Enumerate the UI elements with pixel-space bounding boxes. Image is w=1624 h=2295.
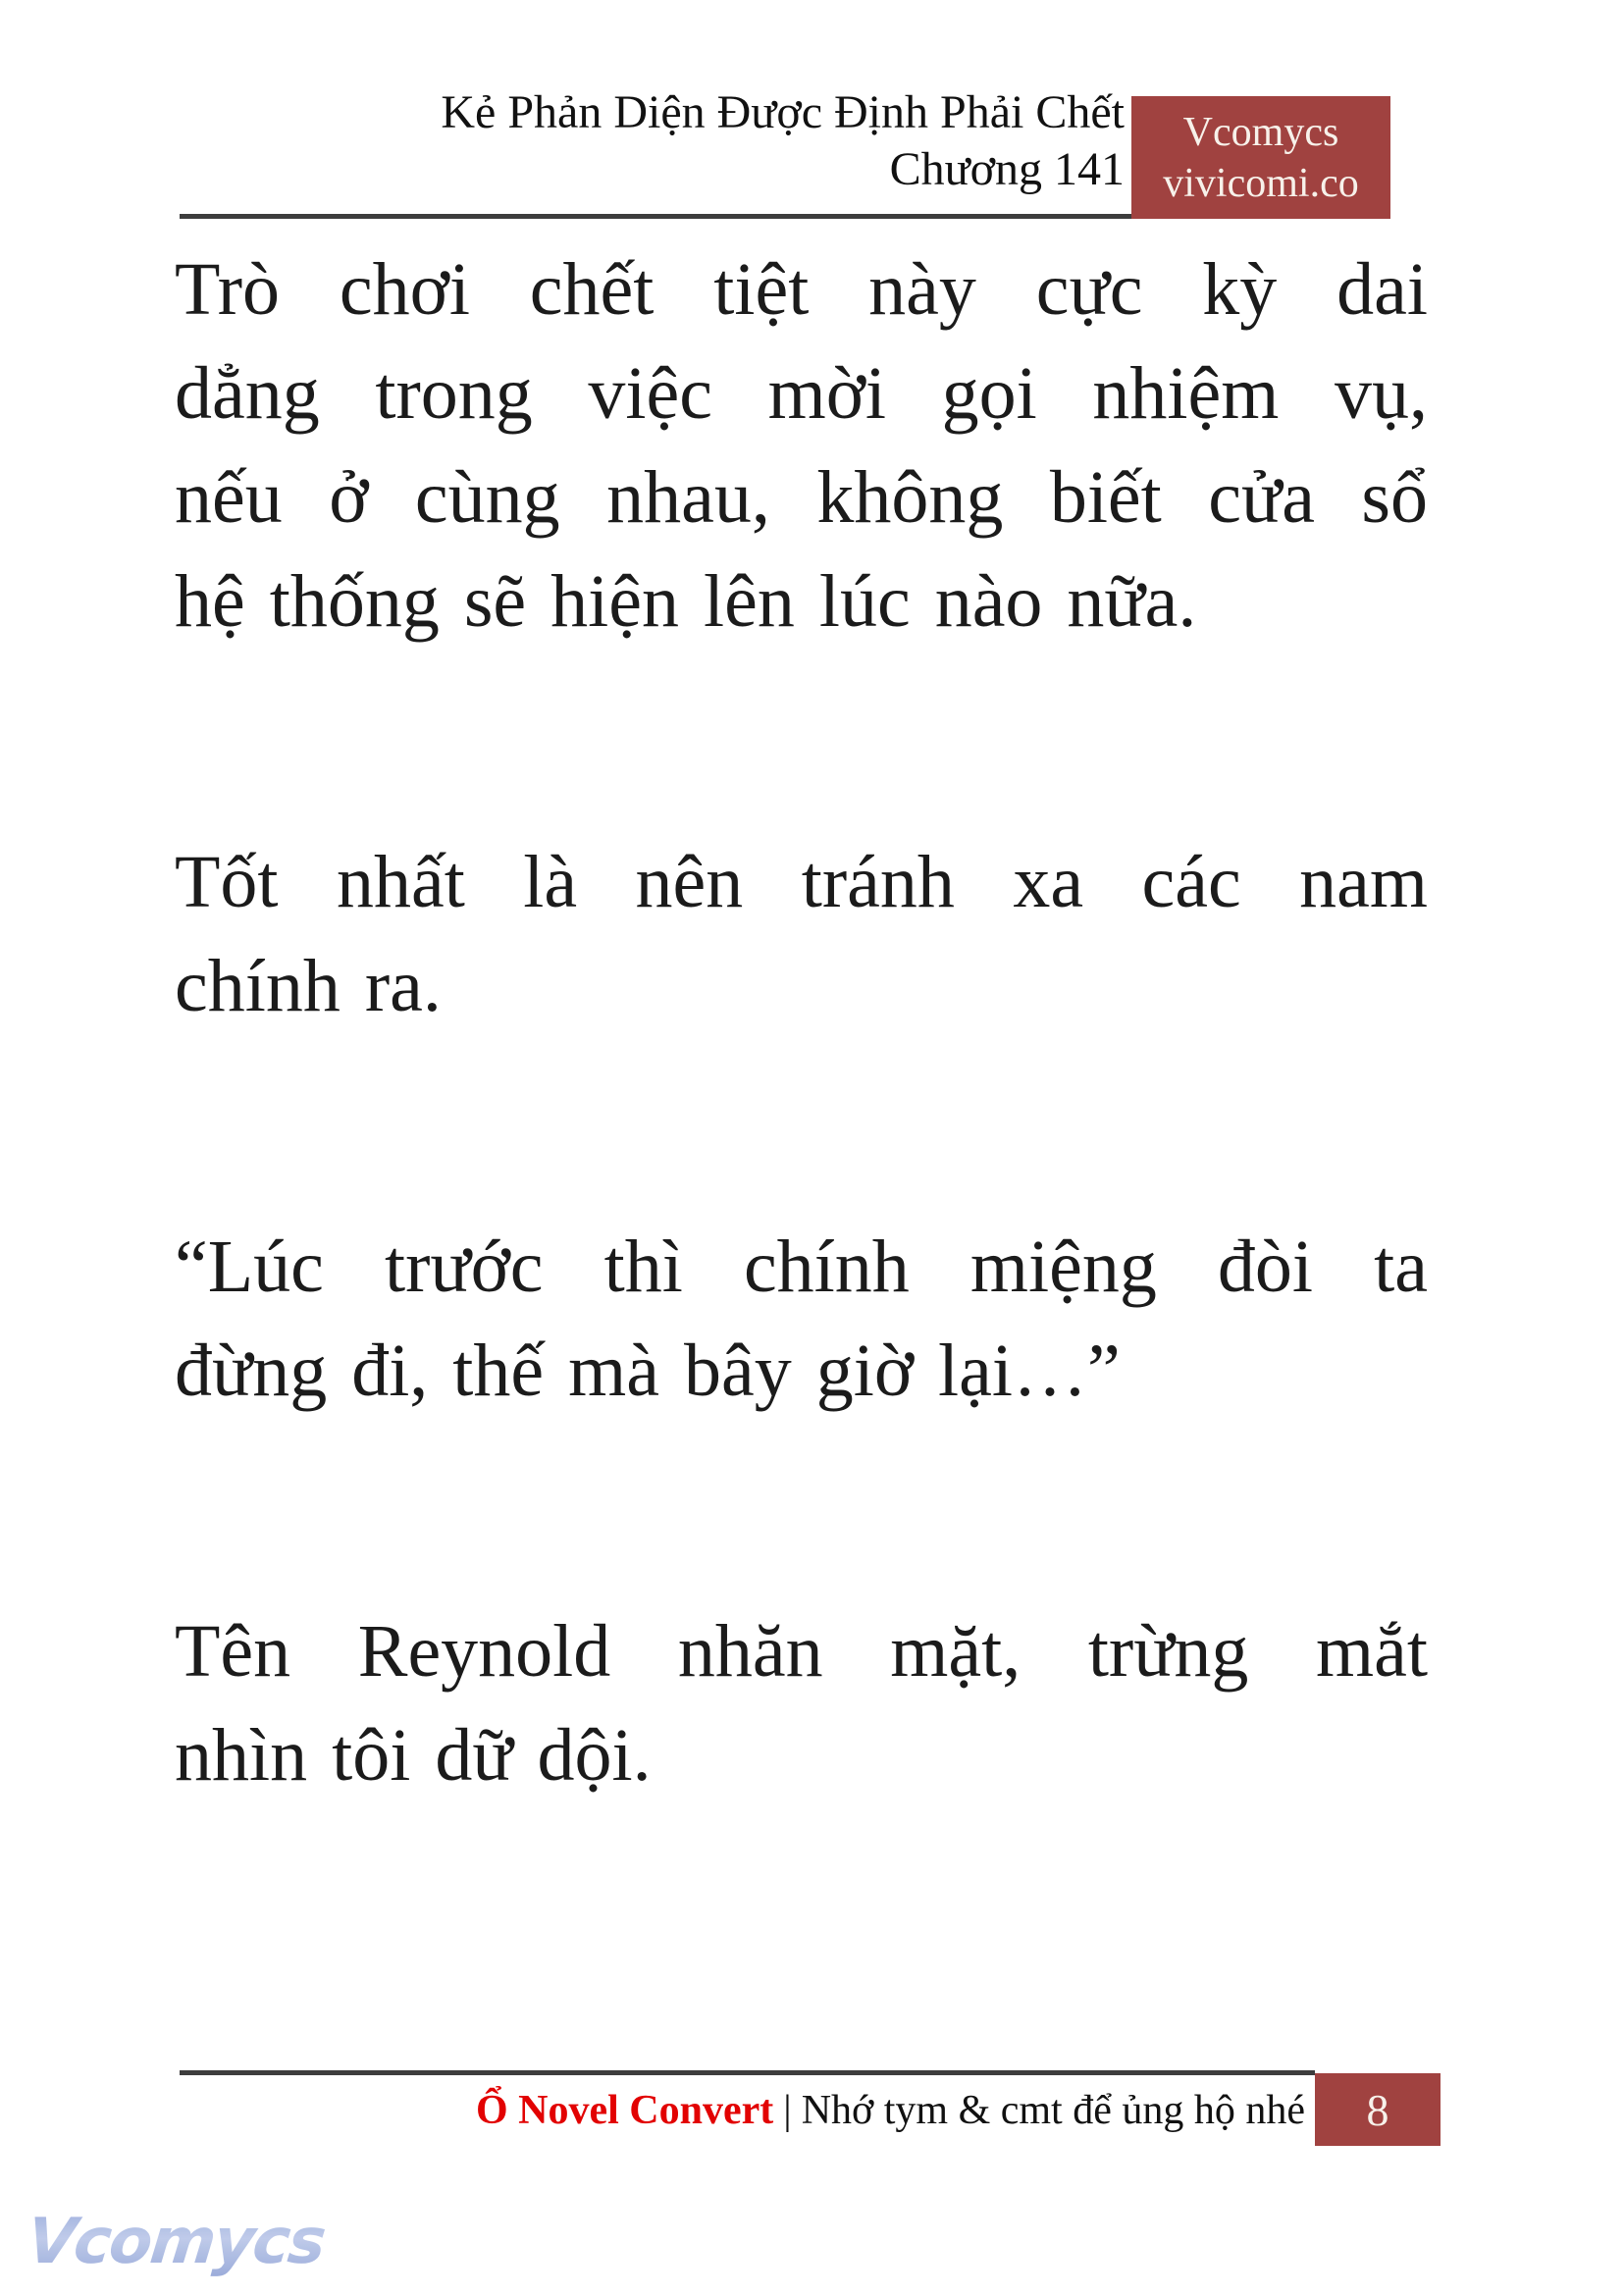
body-text [175, 237, 1428, 1807]
page-number: 8 [1366, 2084, 1389, 2135]
chapter-label: Chương 141 [889, 143, 1125, 195]
paragraph-line: hệ thống sẽ hiện lên lúc nào nữa. [175, 560, 1197, 643]
paragraph [175, 830, 1428, 1038]
paragraph-line: nếu ở cùng nhau, không biết cửa sổ [175, 456, 1428, 539]
vcomycs-watermark-logo: Vcomycs [24, 2206, 328, 2278]
paragraph-line: nhìn tôi dữ dội. [175, 1714, 652, 1797]
paragraph [175, 237, 1428, 653]
header-divider [180, 214, 1131, 219]
footer-divider [180, 2070, 1315, 2075]
footer-separator: | [783, 2088, 792, 2133]
brand-site: vivicomi.co [1163, 160, 1359, 206]
paragraph [175, 1215, 1428, 1423]
page-title: Kẻ Phản Diện Được Định Phải Chết [441, 86, 1125, 138]
paragraph-line: Tên Reynold nhăn mặt, trừng mắt [175, 1610, 1428, 1693]
paragraph-line: Tốt nhất là nên tránh xa các nam [175, 841, 1428, 923]
paragraph [175, 1599, 1428, 1807]
page-header [180, 84, 1125, 198]
page-number-badge [1315, 2073, 1441, 2146]
paragraph-line: Trò chơi chết tiệt này cực kỳ dai [175, 248, 1428, 331]
footer-message: Nhớ tym & cmt để ủng hộ nhé [801, 2088, 1305, 2133]
paragraph-line: “Lúc trước thì chính miệng đòi ta [175, 1226, 1428, 1308]
paragraph-line: chính ra. [175, 945, 442, 1027]
brand-name: Vcomycs [1182, 109, 1339, 155]
paragraph-line: đừng đi, thế mà bây giờ lại…” [175, 1330, 1121, 1412]
footer-brand: Ổ Novel Convert [475, 2088, 774, 2133]
page-footer [180, 2080, 1305, 2141]
brand-badge [1131, 96, 1390, 219]
paragraph-line: dẳng trong việc mời gọi nhiệm vụ, [175, 352, 1428, 435]
